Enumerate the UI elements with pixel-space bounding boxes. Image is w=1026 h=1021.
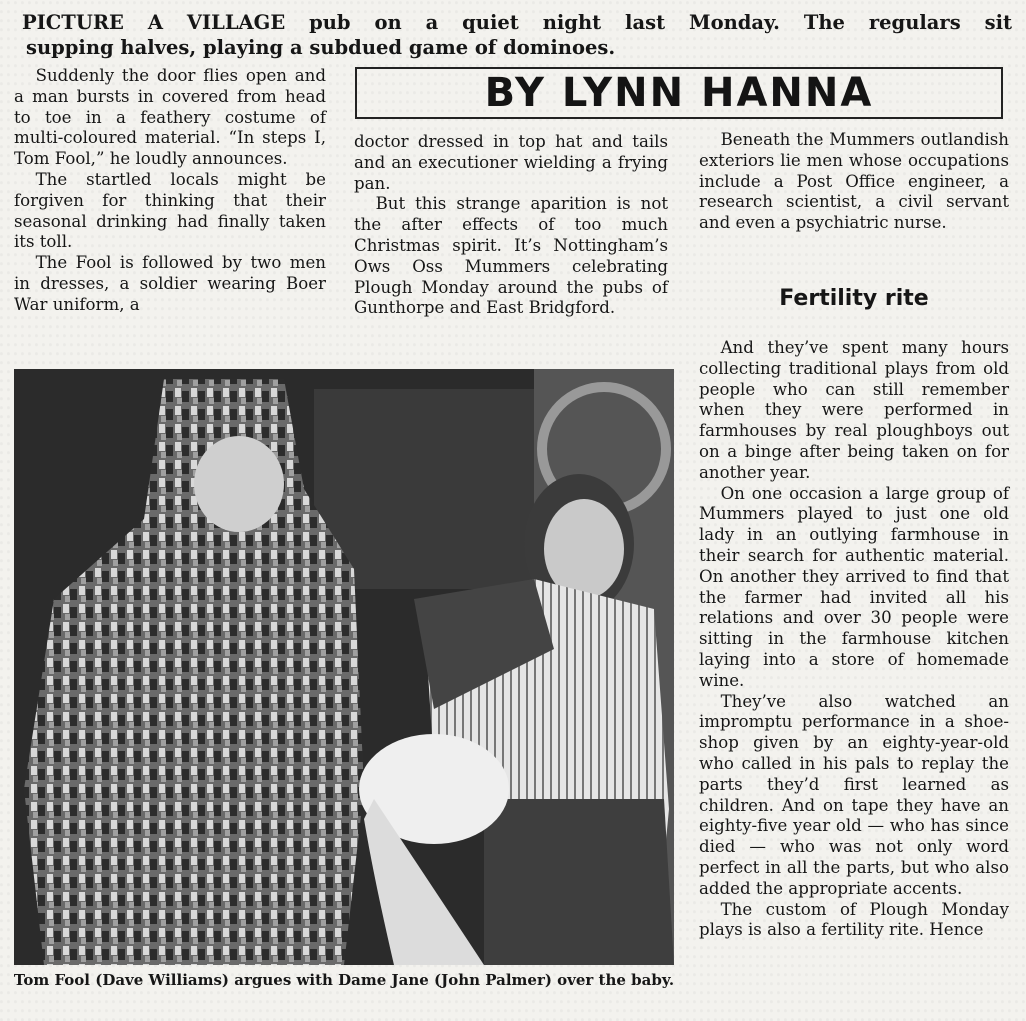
column-3-top (699, 130, 1009, 234)
paragraph: But this strange aparition is not the after effects of too much Christmas spirit. It’s Nottingham’s Ows Oss Mummers celebrating Plough Monday around the pubs of Gunthorpe and East Bridgford. (354, 194, 668, 318)
column-3-bottom (699, 338, 1009, 941)
lead-line-2: supping halves, playing a subdued game of dominoes. (26, 36, 616, 59)
paragraph: The custom of Plough Monday plays is also a fertility rite. Hence (699, 899, 1009, 940)
byline: BY LYNN HANNA (355, 67, 1003, 119)
article-lead (22, 10, 1012, 60)
photo-illustration (14, 369, 674, 965)
paragraph: And they’ve spent many hours collecting traditional plays from old people who can still remember when they were performed in farmhouses by real ploughboys out on a binge after being taken on for another year. (699, 338, 1009, 482)
subheading: Fertility rite (779, 286, 929, 311)
paragraph: Beneath the Mummers outlandish exteriors lie men whose occupations include a Post Office engineer, a research scientist, a civil servant and even a psychiatric nurse. (699, 130, 1009, 233)
paragraph: The Fool is followed by two men in dresses, a soldier wearing Boer War uniform, a (14, 253, 326, 314)
paragraph: They’ve also watched an impromptu performance in a shoe-shop given by an eighty-year-old who called in his pals to replay the parts they’d first learned as children. And on tape they have an eighty-five year old — who has since died — who was not only word perfect in all the parts, but who also added the appropriate accents. (699, 691, 1009, 898)
paragraph: The startled locals might be forgiven for thinking that their seasonal drinking had finally taken its toll. (14, 169, 326, 252)
lead-line-1: PICTURE A VILLAGE pub on a quiet night last Monday. The regulars sit (22, 11, 1012, 34)
paragraph: doctor dressed in top hat and tails and an executioner wielding a frying pan. (354, 132, 668, 193)
paragraph: On one occasion a large group of Mummers played to just one old lady in an outlying farmhouse in their search for authentic material. On another they arrived to find that the farmer had invited all his relations and over 30 people were sitting in the farmhouse kitchen laying into a store of homemade wine. (699, 483, 1009, 690)
photo-caption: Tom Fool (Dave Williams) argues with Dame Jane (John Palmer) over the baby. (13, 971, 675, 989)
column-2 (354, 132, 668, 319)
mummers-photo (14, 369, 674, 965)
paragraph: Suddenly the door flies open and a man bursts in covered from head to toe in a feathery costume of multi-coloured material. “In steps I, Tom Fool,” he loudly announces. (14, 66, 326, 169)
column-1 (14, 66, 326, 316)
